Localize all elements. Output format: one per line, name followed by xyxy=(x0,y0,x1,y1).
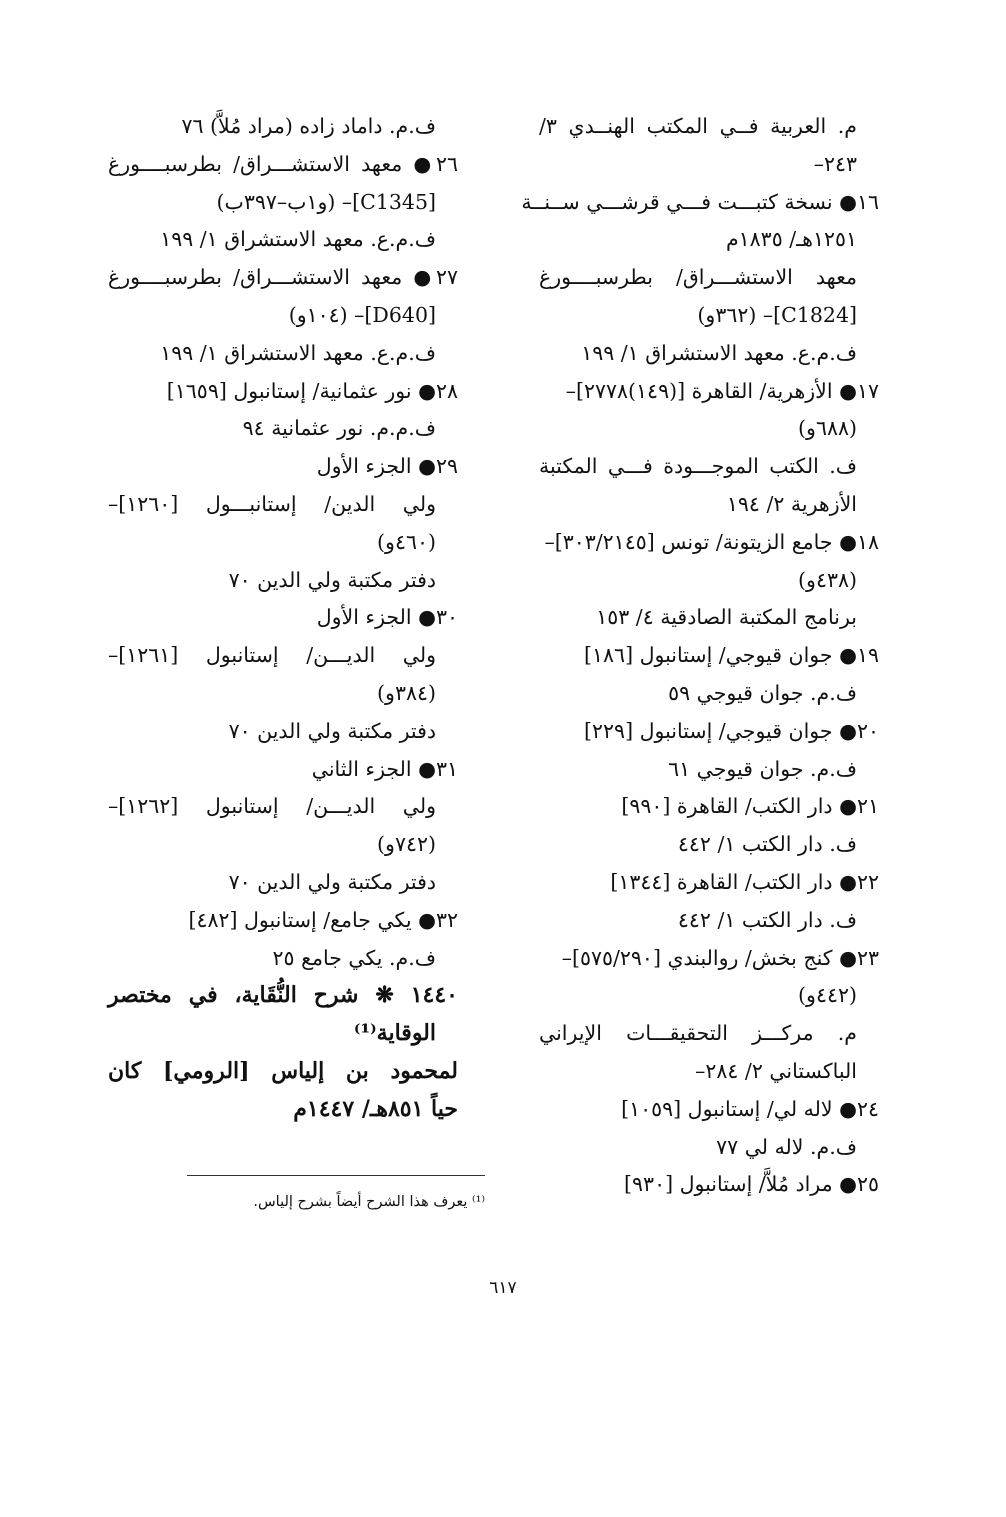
left-column-line: دفتر مكتبة ولي الدين ٧٠ xyxy=(228,869,436,894)
left-column-line: ٣٠● الجزء الأول xyxy=(316,605,458,630)
right-column-line: ف.م.ع. معهد الاستشراق ١/ ١٩٩ xyxy=(581,340,857,365)
left-column-line: لمحمود بن إلياس [الرومي] كان xyxy=(108,1057,458,1084)
left-column-line: (٤٦٠و) xyxy=(377,529,436,554)
left-column-line: ولي الديـــن/ إستانبول [١٢٦٢]– xyxy=(108,794,436,819)
right-column-line: ف.م. جوان قيوجي ٥٩ xyxy=(668,680,857,705)
right-column-line: ف. دار الكتب ١/ ٤٤٢ xyxy=(677,832,857,857)
right-column-line: ١٧● الأزهرية/ القاهرة [(١٤٩)٢٧٧٨]– xyxy=(565,378,879,403)
right-column-line: معهد الاستشـــراق/ بطرسبــــورغ xyxy=(539,265,857,290)
left-column-line: ف.م.م. نور عثمانية ٩٤ xyxy=(242,416,436,441)
right-column-line: الأزهرية ٢/ ١٩٤ xyxy=(726,491,857,516)
left-column-line: ٢٧● معهد الاستشـــراق/ بطرسبــــورغ xyxy=(108,265,458,290)
right-column-line: ف. الكتب الموجـــودة فـــي المكتبة xyxy=(539,454,857,479)
right-column-line: ٢٤٣– xyxy=(813,151,857,176)
right-column-line: ٢٠● جوان قيوجي/ إستانبول [٢٢٩] xyxy=(584,718,879,743)
right-column-line: ف.م. لاله لي ٧٧ xyxy=(716,1134,857,1159)
right-column-line: برنامج المكتبة الصادقية ٤/ ١٥٣ xyxy=(596,605,857,630)
right-column-line: م. العربية فــي المكتب الهنــدي ٣/ xyxy=(539,114,857,138)
left-column-line: ولي الدين/ إستانبـــول [١٢٦٠]– xyxy=(108,491,436,516)
left-column-line: [D640]– (١٠٤و) xyxy=(288,302,436,327)
right-column-line: ١٢٥١هـ/ ١٨٣٥م xyxy=(725,227,857,252)
left-column-line: (٣٨٤و) xyxy=(377,680,436,705)
right-column-line: ٢٥● مراد مُلاَّ/ إستانبول [٩٣٠] xyxy=(624,1172,879,1197)
page-number: ٦١٧ xyxy=(489,1278,517,1298)
right-column-line: ٢٣● كنج بخش/ روالبندي [٥٧٥/٢٩٠]– xyxy=(561,945,879,970)
right-column-line: ف.م. جوان قيوجي ٦١ xyxy=(668,756,857,781)
right-column-line: ١٩● جوان قيوجي/ إستانبول [١٨٦] xyxy=(584,643,879,668)
left-column-line: ٣٢● يكي جامع/ إستانبول [٤٨٢] xyxy=(188,907,458,932)
left-column-line: [C1345]– (و١ب–٣٩٧ب) xyxy=(216,189,436,214)
right-column-line: الباكستاني ٢/ ٢٨٤– xyxy=(695,1058,857,1083)
left-column-line: ٢٩● الجزء الأول xyxy=(316,454,458,479)
right-column-line: (٤٣٨و) xyxy=(798,567,857,592)
footnote-separator xyxy=(187,1175,485,1176)
right-column xyxy=(521,108,879,1204)
right-column-line: ف. دار الكتب ١/ ٤٤٢ xyxy=(677,907,857,932)
left-column-line: ف.م.ع. معهد الاستشراق ١/ ١٩٩ xyxy=(160,227,436,252)
left-column-line: ٢٦● معهد الاستشـــراق/ بطرسبــــورغ xyxy=(108,151,458,176)
footnote: ⁽¹⁾ يعرف هذا الشرح أيضاً بشرح إلياس. xyxy=(253,1194,485,1210)
right-column-line: (٤٤٢و) xyxy=(798,983,857,1008)
right-column-line: ١٨● جامع الزيتونة/ تونس [٣٠٣/٢١٤٥]– xyxy=(544,529,879,554)
right-column-line: ٢٤● لاله لي/ إستانبول [١٠٥٩] xyxy=(621,1096,879,1121)
right-column-line: م. مركـــز التحقيقـــات الإيراني xyxy=(539,1021,857,1046)
left-column-line: الوقاية⁽¹⁾ xyxy=(353,1020,436,1047)
left-column-line: ف.م. داماد زاده (مراد مُلاَّ) ٧٦ xyxy=(181,114,436,138)
left-column xyxy=(108,108,458,1129)
left-column-line: ف.م. يكي جامع ٢٥ xyxy=(272,945,436,970)
right-column-line: ١٦● نسخة كتبـــت فـــي قرشـــي ســنــة xyxy=(521,189,879,214)
left-column-line: ولي الديـــن/ إستانبول [١٢٦١]– xyxy=(108,643,436,668)
right-column-line: [C1824]– (٣٦٢و) xyxy=(697,302,857,327)
right-column-line: ٢١● دار الكتب/ القاهرة [٩٩٠] xyxy=(621,794,879,819)
left-column-line: ٢٨● نور عثمانية/ إستانبول [١٦٥٩] xyxy=(166,378,458,403)
left-column-line: ٣١● الجزء الثاني xyxy=(311,756,458,781)
right-column-line: (٦٨٨و) xyxy=(798,416,857,441)
left-column-line: دفتر مكتبة ولي الدين ٧٠ xyxy=(228,718,436,743)
left-column-line: ١٤٤٠ ❋ شرح النُّقَاية، في مختصر xyxy=(108,982,458,1009)
left-column-line: حياً ٨٥١هـ/ ١٤٤٧م xyxy=(293,1095,458,1122)
left-column-line: (٧٤٢و) xyxy=(377,832,436,857)
right-column-line: ٢٢● دار الكتب/ القاهرة [١٣٤٤] xyxy=(610,869,879,894)
left-column-line: دفتر مكتبة ولي الدين ٧٠ xyxy=(228,567,436,592)
left-column-line: ف.م.ع. معهد الاستشراق ١/ ١٩٩ xyxy=(160,340,436,365)
